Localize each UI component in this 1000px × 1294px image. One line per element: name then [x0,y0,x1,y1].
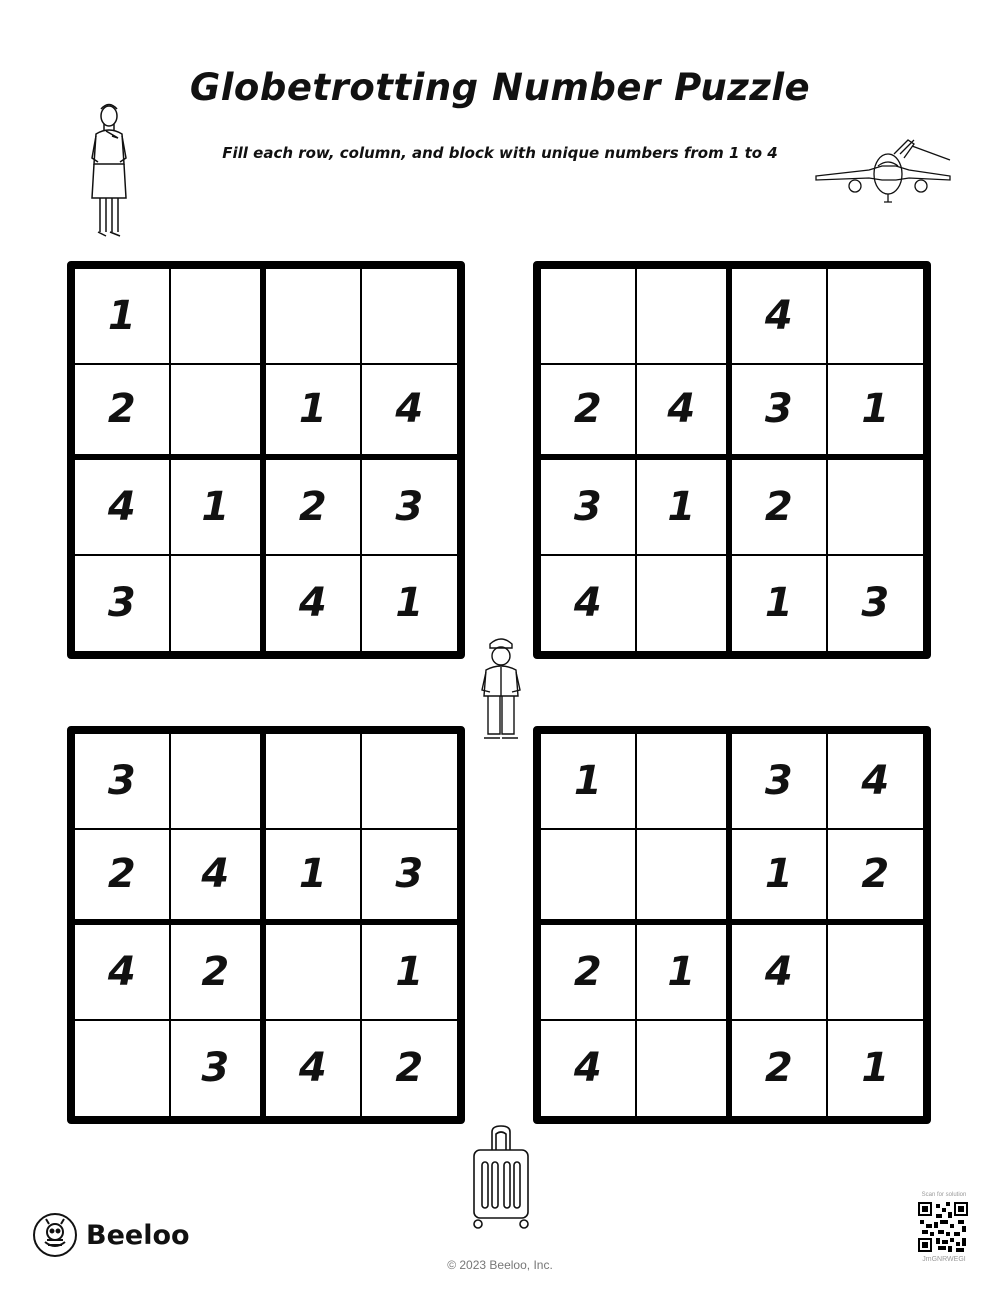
puzzle-cell[interactable]: 4 [266,556,362,652]
flight-attendant-illustration [84,100,134,242]
bee-icon [32,1212,78,1258]
puzzle-cell[interactable] [75,1021,171,1117]
puzzle-cell[interactable]: 3 [75,734,171,830]
puzzle-cell[interactable] [637,269,733,365]
qr-code-id: JmGNRWEGI [922,1256,966,1263]
puzzle-cell[interactable] [637,556,733,652]
puzzle-cell[interactable]: 1 [732,556,828,652]
puzzle-cell[interactable]: 4 [171,830,267,926]
puzzle-cell[interactable]: 3 [861,580,890,627]
brand-logo [32,1212,190,1258]
instructions: Fill each row, column, and block with unique numbers from 1 to 4 [222,144,778,162]
pilot-illustration [478,634,524,744]
puzzle-cell[interactable] [637,734,733,830]
puzzle-cell[interactable] [171,269,267,365]
puzzle-cell[interactable]: 4 [637,365,733,461]
puzzle-cell[interactable]: 4 [75,460,171,556]
puzzle-cell[interactable]: 3 [362,830,458,926]
puzzle-cell[interactable]: 2 [266,460,362,556]
puzzle-cell[interactable] [541,269,637,365]
puzzle-cell[interactable]: 4 [541,1021,637,1117]
puzzle-cell[interactable]: 2 [75,365,171,461]
puzzle-cell[interactable]: 3 [732,734,828,830]
qr-caption: Scan for solution [921,1192,967,1198]
puzzle-cell[interactable]: 3 [362,460,458,556]
puzzle-cell[interactable]: 2 [541,365,637,461]
brand-name: Beeloo [86,1219,190,1251]
puzzle-cell[interactable] [828,460,924,556]
puzzle-cell[interactable] [171,556,267,652]
puzzle-cell[interactable] [266,925,362,1021]
puzzle-cell[interactable] [266,269,362,365]
puzzle-cell[interactable] [637,1021,733,1117]
puzzle-cell[interactable]: 3 [75,556,171,652]
puzzle-cell[interactable]: 2 [75,830,171,926]
puzzle-cell[interactable]: 1 [395,580,424,627]
puzzle-cell[interactable]: 4 [362,365,458,461]
qr-code[interactable] [918,1202,968,1252]
puzzle-cell[interactable]: 1 [732,830,828,926]
suitcase-illustration [466,1124,536,1230]
page-title: Globetrotting Number Puzzle [189,66,811,109]
sudoku-grid-4 [533,726,931,1124]
puzzle-cell[interactable]: 1 [75,269,171,365]
puzzle-cell[interactable]: 2 [732,460,828,556]
puzzle-cell[interactable] [362,734,458,830]
puzzle-cell[interactable]: 2 [828,830,924,926]
puzzle-cell[interactable]: 1 [861,1045,890,1092]
puzzle-cell[interactable] [171,365,267,461]
puzzle-cell[interactable] [828,269,924,365]
puzzle-cell[interactable]: 4 [732,925,828,1021]
puzzle-cell[interactable]: 1 [362,925,458,1021]
puzzle-cell[interactable]: 1 [828,365,924,461]
puzzle-cell[interactable] [362,269,458,365]
puzzle-cell[interactable]: 1 [171,460,267,556]
puzzle-cell[interactable]: 4 [75,925,171,1021]
puzzle-cell[interactable]: 3 [541,460,637,556]
puzzle-cell[interactable]: 1 [637,460,733,556]
puzzle-cell[interactable]: 4 [732,269,828,365]
sudoku-grid-2 [533,261,931,659]
puzzle-cell[interactable] [637,830,733,926]
copyright: © 2023 Beeloo, Inc. [447,1258,553,1272]
puzzle-cell[interactable]: 2 [732,1021,828,1117]
puzzle-cell[interactable]: 3 [171,1021,267,1117]
puzzle-cell[interactable]: 2 [541,925,637,1021]
puzzle-cell[interactable]: 2 [395,1045,424,1092]
puzzle-cell[interactable] [171,734,267,830]
puzzle-cell[interactable]: 4 [266,1021,362,1117]
sudoku-grid-1 [67,261,465,659]
puzzle-cell[interactable]: 4 [541,556,637,652]
sudoku-grid-3 [67,726,465,1124]
airplane-illustration [814,136,954,208]
puzzle-cell[interactable]: 1 [541,734,637,830]
puzzle-cell[interactable] [266,734,362,830]
puzzle-cell[interactable] [541,830,637,926]
puzzle-cell[interactable]: 4 [828,734,924,830]
puzzle-cell[interactable]: 3 [732,365,828,461]
puzzle-cell[interactable]: 2 [171,925,267,1021]
puzzle-cell[interactable]: 1 [266,830,362,926]
puzzle-cell[interactable]: 1 [637,925,733,1021]
puzzle-cell[interactable] [828,925,924,1021]
puzzle-cell[interactable]: 1 [266,365,362,461]
